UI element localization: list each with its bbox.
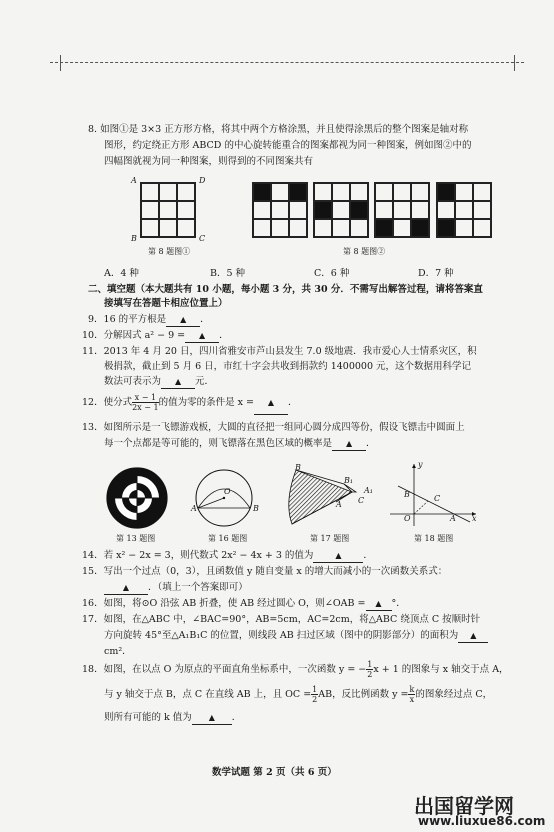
q8-pattern-cell bbox=[455, 201, 473, 219]
q9: 9．16 的平方根是 ▲ ． bbox=[88, 314, 210, 325]
fig18-label-O: O bbox=[404, 514, 411, 523]
q11-blank: ▲ bbox=[161, 376, 195, 389]
q15-line1: 15．写出一个过点（0，3），且函数值 y 随自变量 x 的增大而减小的一次函数关系式： bbox=[82, 566, 448, 577]
q8-pattern-cell bbox=[455, 183, 473, 201]
fig13-caption: 第 13 题图 bbox=[116, 534, 156, 543]
q8-option-c: C．6 种 bbox=[314, 268, 350, 279]
q15-line2 bbox=[104, 582, 248, 595]
q8-caption1: 第 8 题图① bbox=[148, 247, 191, 256]
fig16-circle bbox=[188, 462, 260, 532]
q8-pattern-cell bbox=[350, 201, 368, 219]
q9-blank: ▲ bbox=[166, 314, 200, 327]
q8-option-b: B．5 种 bbox=[210, 268, 246, 279]
q8-pattern-cell bbox=[437, 183, 455, 201]
q13-line2: 每一个点都是等可能的，则飞镖落在黑色区域的概率是 ▲ ． bbox=[104, 438, 376, 449]
page-footer: 数学试题 第 2 页（共 6 页） bbox=[212, 767, 337, 778]
q8-label-B: B bbox=[131, 234, 137, 243]
fig17-label-B: B bbox=[295, 463, 301, 472]
q18-f2-denominator: 2 bbox=[312, 695, 318, 704]
q8-pattern-cell bbox=[271, 219, 289, 237]
fig18-coordinate-plane bbox=[384, 460, 480, 528]
q18-f1-denominator: 2 bbox=[367, 670, 373, 679]
q18-text3: 则所有可能的 k 值为 bbox=[104, 712, 192, 723]
q8-pattern-cell bbox=[473, 201, 491, 219]
q18-line1 bbox=[82, 658, 509, 682]
q16-text: 16．如图，将⊙O 沿弦 AB 折叠，使 AB 经过圆心 O，则∠OAB = bbox=[82, 598, 366, 609]
q8-pattern-cell bbox=[350, 219, 368, 237]
q8-pattern-cell bbox=[253, 201, 271, 219]
q8-figure1-grid bbox=[140, 182, 196, 238]
fig18-caption: 第 18 题图 bbox=[414, 534, 454, 543]
q8-pattern-cell bbox=[289, 219, 307, 237]
q12-denominator: 2x − 1 bbox=[132, 403, 159, 412]
watermark-url: www.liuxue86.com bbox=[418, 814, 546, 828]
q18-text1: 18．如图，在以点 O 为原点的平面直角坐标系中，一次函数 y = − bbox=[82, 664, 367, 675]
q17-line1: 17．如图，在△ABC 中，∠BAC=90°，AB=5cm，AC=2cm，将△ABC 绕顶点 C 按顺时针 bbox=[82, 614, 481, 625]
q18-text2b: AB，反比例函数 y = bbox=[318, 689, 409, 700]
q8-pattern-cell bbox=[253, 219, 271, 237]
q18-f1-numerator: 1 bbox=[367, 660, 373, 669]
q8-pattern-grid bbox=[436, 182, 492, 238]
q8-pattern-cell bbox=[473, 219, 491, 237]
q13-blank: ▲ bbox=[332, 438, 366, 451]
q15-blank: ▲ bbox=[104, 582, 148, 595]
fig17-caption: 第 17 题图 bbox=[310, 534, 350, 543]
q14: 14．若 x² − 2x = 3，则代数式 2x² − 4x + 3 的值为 ▲ ． bbox=[82, 550, 373, 561]
q18-f2-numerator: 1 bbox=[312, 685, 318, 694]
fig18-label-B: B bbox=[404, 490, 410, 499]
q11-line3 bbox=[104, 376, 214, 389]
q8-label-D: D bbox=[199, 176, 206, 185]
q11-line1: 11．2013 年 4 月 20 日，四川省雅安市芦山县发生 7.0 级地震．我市爱心人士情系灾区，积 bbox=[82, 346, 477, 357]
q12: 12．使分式 $\frac{x - 1}{2x - 1}$ 的值为零的条件是 x = ▲ ． bbox=[82, 392, 297, 415]
q18-line3 bbox=[104, 712, 241, 725]
top-rule bbox=[50, 62, 524, 63]
fig13-dartboard bbox=[105, 466, 169, 530]
q8-line3: 四幅图就视为同一种图案，则得到的不同图案共有 bbox=[104, 156, 314, 167]
q12-fraction bbox=[132, 393, 158, 412]
watermark-logo-text: 出国留学网 bbox=[414, 794, 514, 818]
q8-pattern-cell bbox=[437, 201, 455, 219]
q8-pattern-cell bbox=[393, 201, 411, 219]
q17-blank: ▲ bbox=[458, 630, 488, 643]
top-cross-left bbox=[60, 55, 61, 71]
q12-mid: 的值为零的条件是 x = bbox=[158, 397, 254, 408]
q17-line3: cm²． bbox=[104, 646, 132, 657]
fig18-label-y: y bbox=[418, 460, 423, 469]
q8-pattern-cell bbox=[411, 183, 429, 201]
q8-pattern-cell bbox=[437, 219, 455, 237]
q8-caption2: 第 8 题图② bbox=[343, 247, 386, 256]
q10: 10．分解因式 a² − 9 = ▲ ． bbox=[82, 330, 229, 341]
q8-pattern-cell bbox=[332, 201, 350, 219]
q10-blank: ▲ bbox=[185, 330, 219, 343]
section2-line1: 二、填空题（本大题共有 10 小题，每小题 3 分，共 30 分．不需写出解答过程，请将答案直 bbox=[88, 284, 483, 295]
q8-label-A: A bbox=[131, 176, 137, 185]
q8-pattern-cell bbox=[314, 201, 332, 219]
q18-f3-numerator: k bbox=[409, 685, 415, 694]
fig16-label-O: O bbox=[224, 487, 231, 496]
q18-blank: ▲ bbox=[192, 712, 232, 725]
q8-pattern-cell bbox=[473, 183, 491, 201]
q12-blank: ▲ bbox=[254, 392, 288, 415]
q8-pattern-cell bbox=[393, 183, 411, 201]
q15-note: ．（填上一个答案即可） bbox=[148, 582, 248, 593]
q8-pattern-cell bbox=[332, 183, 350, 201]
q8-pattern-cell bbox=[411, 219, 429, 237]
q11-unit: 元． bbox=[195, 376, 215, 387]
section2-line2: 接填写在答题卡相应位置上） bbox=[104, 298, 228, 309]
q8-pattern-cell bbox=[314, 219, 332, 237]
q8-label-C: C bbox=[199, 234, 206, 243]
fig16-label-B: B bbox=[253, 504, 259, 513]
q8-pattern-cell bbox=[289, 183, 307, 201]
q8-line1: 8. 如图①是 3×3 正方形方格，将其中两个方格涂黑，并且使得涂黑后的整个图案是轴对称 bbox=[88, 124, 469, 135]
q14-text: 14．若 x² − 2x = 3，则代数式 2x² − 4x + 3 的值为 bbox=[82, 550, 314, 561]
fig17-label-B1: B₁ bbox=[344, 476, 354, 485]
q8-pattern-cell bbox=[332, 219, 350, 237]
fig17-label-A: A bbox=[336, 500, 342, 509]
q18-text2c: 的图象经过点 C， bbox=[415, 689, 493, 700]
q17-text: 方向旋转 45°至△A₁B₁C 的位置，则线段 AB 扫过区域（图中的阴影部分）的面积为 bbox=[104, 630, 459, 641]
fig17-label-A1: A₁ bbox=[364, 486, 373, 495]
q9-text: 9．16 的平方根是 bbox=[88, 314, 167, 325]
q13-line1: 13．如图所示是一飞镖游戏板，大圆的直径把一组同心圆分成四等份，假设飞镖击中圆面上 bbox=[82, 422, 465, 433]
q8-pattern-cell bbox=[393, 219, 411, 237]
q8-pattern-cell bbox=[375, 201, 393, 219]
q8-pattern-cell bbox=[455, 219, 473, 237]
q8-pattern-cell bbox=[350, 183, 368, 201]
q8-pattern-cell bbox=[411, 201, 429, 219]
q17-line2 bbox=[104, 630, 488, 643]
fig16-label-A: A bbox=[191, 504, 197, 513]
q14-blank: ▲ bbox=[313, 550, 363, 563]
q18-text2: 与 y 轴交于点 B，点 C 在直线 AB 上，且 OC = bbox=[104, 689, 312, 700]
q8-pattern-grid bbox=[313, 182, 369, 238]
q8-line2: 图形，约定绕正方形 ABCD 的中心旋转能重合的图案都视为同一种图案，例如图②中的 bbox=[104, 140, 472, 151]
q12-pre: 12．使分式 bbox=[82, 397, 133, 408]
q11-text: 数法可表示为 bbox=[104, 376, 162, 387]
fig18-label-x: x bbox=[472, 514, 477, 523]
fig16-caption: 第 16 题图 bbox=[208, 534, 248, 543]
fig17-label-C: C bbox=[358, 496, 365, 505]
q8-pattern-grid bbox=[374, 182, 430, 238]
q8-pattern-cell bbox=[253, 183, 271, 201]
q16 bbox=[82, 598, 406, 611]
q8-pattern-cell bbox=[289, 201, 307, 219]
q8-option-a: A．4 种 bbox=[104, 268, 139, 279]
q13-text: 每一个点都是等可能的，则飞镖落在黑色区域的概率是 bbox=[104, 438, 333, 449]
fig18-label-C: C bbox=[434, 494, 441, 503]
q8-pattern-cell bbox=[375, 183, 393, 201]
q8-pattern-grid bbox=[252, 182, 308, 238]
q16-unit: °． bbox=[391, 598, 406, 609]
q8-pattern-cell bbox=[314, 183, 332, 201]
q11-line2: 极捐款，截止到 5 月 6 日，市红十字会共收到捐款约 1400000 元，这个数据用科学记 bbox=[104, 361, 472, 372]
fig18-label-A: A bbox=[450, 514, 456, 523]
q10-text: 10．分解因式 a² − 9 = bbox=[82, 330, 186, 341]
q18-line2 bbox=[104, 683, 492, 707]
q8-pattern-cell bbox=[271, 183, 289, 201]
q18-end: ． bbox=[231, 712, 242, 723]
q18-text1b: x + 1 的图象与 x 轴交于点 A， bbox=[373, 664, 509, 675]
q8-pattern-cell bbox=[271, 201, 289, 219]
q8-pattern-cell bbox=[375, 219, 393, 237]
q8-option-d: D．7 种 bbox=[418, 268, 454, 279]
q18-f3-denominator: x bbox=[409, 695, 415, 704]
q16-blank: ▲ bbox=[366, 598, 392, 611]
q12-numerator: x − 1 bbox=[132, 393, 158, 403]
top-cross-right bbox=[514, 55, 515, 71]
